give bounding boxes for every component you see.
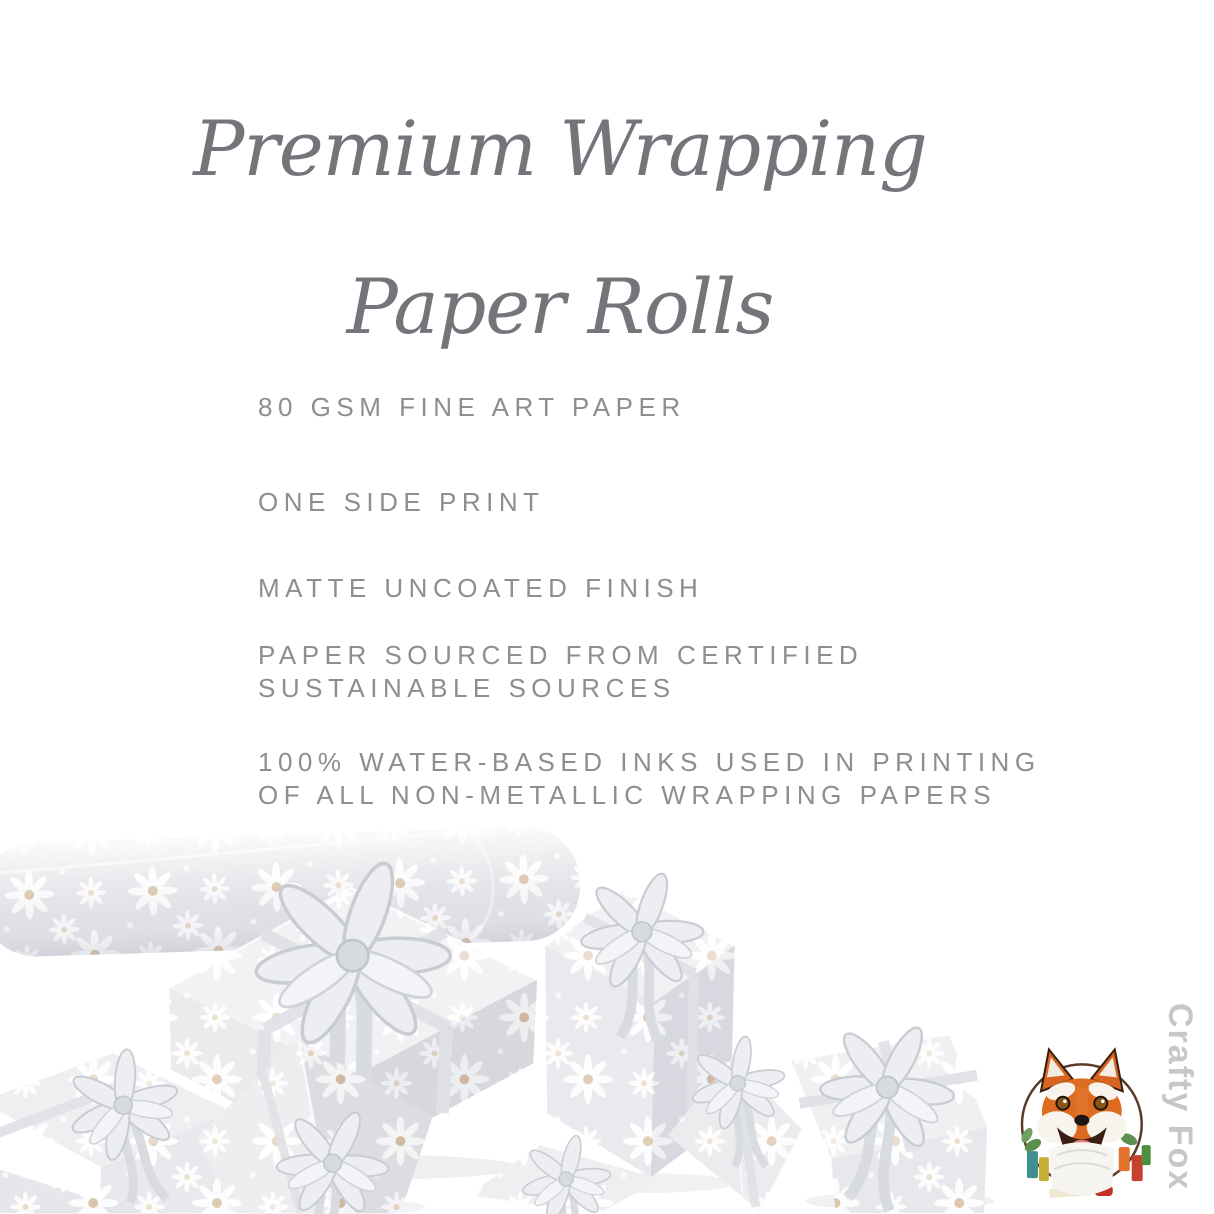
- feature-line: 80 GSM FINE ART PAPER: [258, 392, 686, 422]
- feature-inks: [258, 746, 1041, 812]
- feature-line: ONE SIDE PRINT: [258, 487, 545, 517]
- feature-finish: [258, 572, 703, 605]
- feature-sustainability: [258, 639, 863, 705]
- crafty-fox-logo: [1019, 1049, 1151, 1198]
- feature-line: 100% WATER-BASED INKS USED IN PRINTING: [258, 747, 1041, 777]
- page-title-line1: Premium Wrapping: [193, 104, 927, 193]
- page-title-line2: Paper Rolls: [346, 262, 774, 351]
- feature-print-sides: [258, 486, 544, 519]
- product-photo: [0, 805, 1214, 1214]
- feature-line: OF ALL NON-METALLIC WRAPPING PAPERS: [258, 780, 997, 810]
- brand-name: Crafty Fox: [1161, 1003, 1199, 1192]
- feature-line: MATTE UNCOATED FINISH: [258, 573, 704, 603]
- feature-paper-weight: [258, 391, 686, 424]
- gift-box-flat-right: [792, 1011, 988, 1214]
- feature-line: PAPER SOURCED FROM CERTIFIED: [258, 640, 864, 670]
- feature-line: SUSTAINABLE SOURCES: [258, 673, 676, 703]
